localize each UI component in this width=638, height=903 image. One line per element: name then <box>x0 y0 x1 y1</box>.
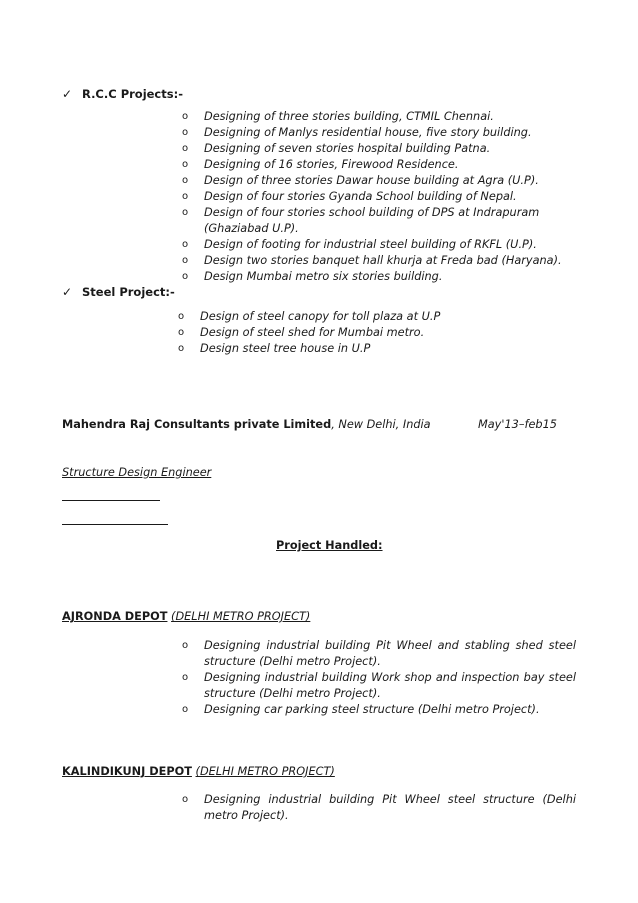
employment-dates: May'13–feb15 <box>478 418 557 431</box>
depot-name: KALINDIKUNJ DEPOT <box>62 765 192 778</box>
list-item: o Designing of three stories building, CTMIL Chennai. <box>182 110 494 123</box>
company-name: Mahendra Raj Consultants private Limited <box>62 418 332 431</box>
circle-bullet-icon: o <box>182 271 189 282</box>
rcc-project-list <box>182 109 580 285</box>
list-item: o Design of footing for industrial steel building of RKFL (U.P). <box>182 238 537 251</box>
list-item: o Design of four stories school building of DPS at Indrapuram (Ghaziabad U.P). <box>182 206 540 235</box>
circle-bullet-icon: o <box>182 143 189 154</box>
circle-bullet-icon: o <box>182 159 189 170</box>
list-item: o Design steel tree house in U.P <box>178 342 371 355</box>
circle-bullet-icon: o <box>178 327 185 338</box>
list-item: o Designing of 16 stories, Firewood Residence. <box>182 158 459 171</box>
list-item: o Designing industrial building Pit Wheel steel structure (Delhi metro Project). <box>182 793 576 822</box>
list-item: o Designing of seven stories hospital building Patna. <box>182 142 491 155</box>
circle-bullet-icon: o <box>182 111 189 122</box>
steel-project-list <box>178 309 500 357</box>
circle-bullet-icon: o <box>182 704 189 715</box>
list-item: o Design of three stories Dawar house building at Agra (U.P). <box>182 174 539 187</box>
circle-bullet-icon: o <box>182 255 189 266</box>
company-location: , New Delhi, India <box>331 418 431 431</box>
depot-task-list <box>182 638 576 718</box>
circle-bullet-icon: o <box>182 127 189 138</box>
circle-bullet-icon: o <box>182 640 189 651</box>
list-item: o Designing car parking steel structure (Delhi metro Project). <box>182 703 540 716</box>
circle-bullet-icon: o <box>182 207 189 218</box>
list-item: o Design of four stories Gyanda School building of Nepal. <box>182 190 517 203</box>
divider-line <box>62 500 160 501</box>
list-item: o Design of steel canopy for toll plaza at U.P <box>178 310 441 323</box>
employer-line <box>62 418 431 431</box>
steel-heading-text: Steel Project:- <box>82 285 175 299</box>
list-item: o Design Mumbai metro six stories building. <box>182 270 443 283</box>
depot-name: AJRONDA DEPOT <box>62 610 168 623</box>
depot-heading <box>62 765 335 778</box>
circle-bullet-icon: o <box>178 343 185 354</box>
depot-task-list <box>182 792 576 824</box>
depot-subtitle: (DELHI METRO PROJECT) <box>195 765 335 778</box>
circle-bullet-icon: o <box>182 191 189 202</box>
list-item: o Design two stories banquet hall khurja at Freda bad (Haryana). <box>182 254 562 267</box>
list-item: o Designing of Manlys residential house, five story building. <box>182 126 532 139</box>
checkmark-icon: ✓ <box>62 285 73 299</box>
rcc-heading <box>62 87 183 101</box>
job-title: Structure Design Engineer <box>62 466 212 479</box>
depot-subtitle: (DELHI METRO PROJECT) <box>171 610 311 623</box>
rcc-heading-text: R.C.C Projects:- <box>82 87 183 101</box>
circle-bullet-icon: o <box>182 672 189 683</box>
list-item: o Design of steel shed for Mumbai metro. <box>178 326 425 339</box>
depot-heading <box>62 610 310 623</box>
divider-line <box>62 524 168 525</box>
circle-bullet-icon: o <box>182 794 189 805</box>
circle-bullet-icon: o <box>182 239 189 250</box>
steel-heading <box>62 285 175 299</box>
projects-heading: Project Handled: <box>276 539 383 552</box>
circle-bullet-icon: o <box>182 175 189 186</box>
circle-bullet-icon: o <box>178 311 185 322</box>
list-item: o Designing industrial building Work shop and inspection bay steel structure (Delhi metro Project). <box>182 671 576 700</box>
list-item: o Designing industrial building Pit Wheel and stabling shed steel structure (Delhi metro Project). <box>182 639 576 668</box>
checkmark-icon: ✓ <box>62 87 73 101</box>
